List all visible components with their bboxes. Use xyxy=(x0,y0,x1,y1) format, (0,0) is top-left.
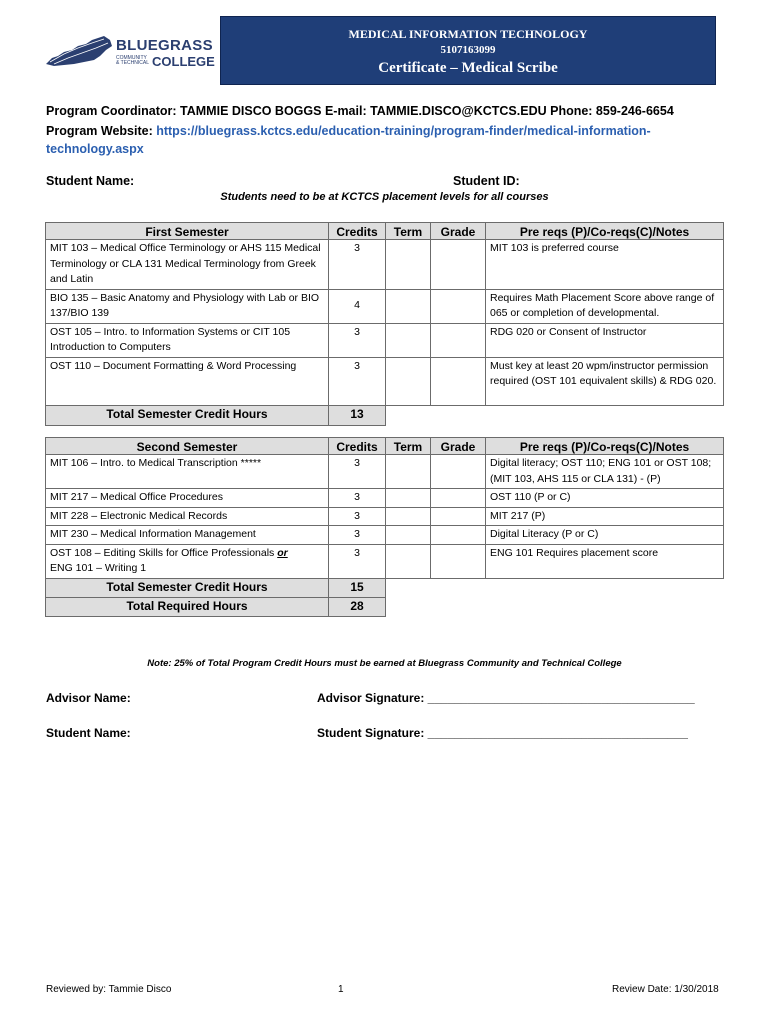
total-credit-value: 15 xyxy=(329,578,386,597)
term-cell[interactable] xyxy=(386,289,431,323)
table-row xyxy=(46,544,724,578)
course-cell: MIT 103 – Medical Office Terminology or AHS 115 Medical Terminology or CLA 131 Medical Terminology from Greek and Latin xyxy=(46,240,329,290)
table-row xyxy=(46,489,724,508)
course-cell: OST 110 – Document Formatting & Word Processing xyxy=(46,357,329,405)
course-cell: MIT 228 – Electronic Medical Records xyxy=(46,507,329,526)
header-semester: First Semester xyxy=(46,223,329,240)
college-logo xyxy=(44,34,216,70)
kentucky-map-icon xyxy=(44,34,114,68)
student-name-sign-label: Student Name: xyxy=(46,726,131,740)
total-required-value: 28 xyxy=(329,597,386,616)
first-semester-table xyxy=(45,222,724,426)
notes-cell: ENG 101 Requires placement score xyxy=(486,544,724,578)
header-credits: Credits xyxy=(329,438,386,455)
credits-cell: 3 xyxy=(329,240,386,290)
header-semester: Second Semester xyxy=(46,438,329,455)
advisor-name-label: Advisor Name: xyxy=(46,691,131,705)
term-cell[interactable] xyxy=(386,507,431,526)
grade-cell[interactable] xyxy=(431,526,486,545)
grade-cell[interactable] xyxy=(431,357,486,405)
grade-cell[interactable] xyxy=(431,289,486,323)
course-cell: MIT 106 – Intro. to Medical Transcription ***** xyxy=(46,455,329,489)
header-credits: Credits xyxy=(329,223,386,240)
term-cell[interactable] xyxy=(386,323,431,357)
term-cell[interactable] xyxy=(386,544,431,578)
grade-cell[interactable] xyxy=(431,489,486,508)
total-row xyxy=(46,578,724,597)
program-coordinator: Program Coordinator: TAMMIE DISCO BOGGS E-mail: TAMMIE.DISCO@KCTCS.EDU Phone: 859-246-6654 xyxy=(46,104,674,118)
grade-cell[interactable] xyxy=(431,455,486,489)
residency-note: Note: 25% of Total Program Credit Hours must be earned at Bluegrass Community and Technical College xyxy=(147,658,622,669)
table-header-row xyxy=(46,438,724,455)
grade-cell[interactable] xyxy=(431,240,486,290)
student-name-label: Student Name: xyxy=(46,174,135,188)
page-number: 1 xyxy=(338,984,344,995)
credits-cell: 3 xyxy=(329,526,386,545)
advisor-signature-line[interactable]: Advisor Signature: ________________________________________ xyxy=(317,691,695,705)
title-banner xyxy=(220,16,716,85)
credits-cell: 3 xyxy=(329,323,386,357)
total-row xyxy=(46,405,724,425)
notes-cell: Requires Math Placement Score above range of 065 or completion of developmental. xyxy=(486,289,724,323)
header-grade: Grade xyxy=(431,438,486,455)
review-date: Review Date: 1/30/2018 xyxy=(612,984,719,995)
placement-note: Students need to be at KCTCS placement levels for all courses xyxy=(220,191,549,203)
credits-cell: 4 xyxy=(329,289,386,323)
header-notes: Pre reqs (P)/Co-reqs(C)/Notes xyxy=(486,223,724,240)
credits-cell: 3 xyxy=(329,507,386,526)
notes-cell: MIT 217 (P) xyxy=(486,507,724,526)
student-id-label: Student ID: xyxy=(453,174,520,188)
credits-cell: 3 xyxy=(329,544,386,578)
program-website-label: Program Website: xyxy=(46,124,157,138)
term-cell[interactable] xyxy=(386,526,431,545)
total-credit-label: Total Semester Credit Hours xyxy=(46,405,329,425)
notes-cell: Digital literacy; OST 110; ENG 101 or OST 108; (MIT 103, AHS 115 or CLA 131) - (P) xyxy=(486,455,724,489)
program-website-link[interactable]: https://bluegrass.kctcs.edu/education-training/program-finder/medical-information- technology.aspx xyxy=(46,124,651,156)
table-row xyxy=(46,323,724,357)
logo-wordmark-small: COMMUNITY & TECHNICAL xyxy=(116,55,149,66)
course-cell: BIO 135 – Basic Anatomy and Physiology with Lab or BIO 137/BIO 139 xyxy=(46,289,329,323)
header-notes: Pre reqs (P)/Co-reqs(C)/Notes xyxy=(486,438,724,455)
header-grade: Grade xyxy=(431,223,486,240)
notes-cell: MIT 103 is preferred course xyxy=(486,240,724,290)
grade-cell[interactable] xyxy=(431,507,486,526)
header-term: Term xyxy=(386,223,431,240)
grade-cell[interactable] xyxy=(431,544,486,578)
certificate-title: Certificate – Medical Scribe xyxy=(378,60,558,76)
program-website xyxy=(46,122,726,158)
program-code: 5107163099 xyxy=(440,44,496,56)
table-row xyxy=(46,455,724,489)
notes-cell: Must key at least 20 wpm/instructor permission required (OST 101 equivalent skills) & RDG 020. xyxy=(486,357,724,405)
table-row xyxy=(46,526,724,545)
course-cell: MIT 230 – Medical Information Management xyxy=(46,526,329,545)
notes-cell: OST 110 (P or C) xyxy=(486,489,724,508)
course-cell: MIT 217 – Medical Office Procedures xyxy=(46,489,329,508)
notes-cell: Digital Literacy (P or C) xyxy=(486,526,724,545)
reviewed-by: Reviewed by: Tammie Disco xyxy=(46,984,172,995)
header-term: Term xyxy=(386,438,431,455)
total-credit-label: Total Semester Credit Hours xyxy=(46,578,329,597)
student-signature-line[interactable]: Student Signature: _______________________________________ xyxy=(317,726,688,740)
credits-cell: 3 xyxy=(329,357,386,405)
table-row xyxy=(46,289,724,323)
total-required-label: Total Required Hours xyxy=(46,597,329,616)
table-row xyxy=(46,357,724,405)
term-cell[interactable] xyxy=(386,357,431,405)
course-cell: OST 105 – Intro. to Information Systems or CIT 105 Introduction to Computers xyxy=(46,323,329,357)
program-name: MEDICAL INFORMATION TECHNOLOGY xyxy=(348,27,588,41)
term-cell[interactable] xyxy=(386,455,431,489)
notes-cell: RDG 020 or Consent of Instructor xyxy=(486,323,724,357)
required-row xyxy=(46,597,724,616)
term-cell[interactable] xyxy=(386,240,431,290)
second-semester-table xyxy=(45,437,724,617)
logo-wordmark-bottom: COLLEGE xyxy=(152,54,215,69)
term-cell[interactable] xyxy=(386,489,431,508)
table-row xyxy=(46,507,724,526)
total-credit-value: 13 xyxy=(329,405,386,425)
course-cell: OST 108 – Editing Skills for Office Professionals or ENG 101 – Writing 1 xyxy=(46,544,329,578)
credits-cell: 3 xyxy=(329,455,386,489)
table-row xyxy=(46,240,724,290)
credits-cell: 3 xyxy=(329,489,386,508)
grade-cell[interactable] xyxy=(431,323,486,357)
table-header-row xyxy=(46,223,724,240)
logo-wordmark-top: BLUEGRASS xyxy=(116,37,213,54)
